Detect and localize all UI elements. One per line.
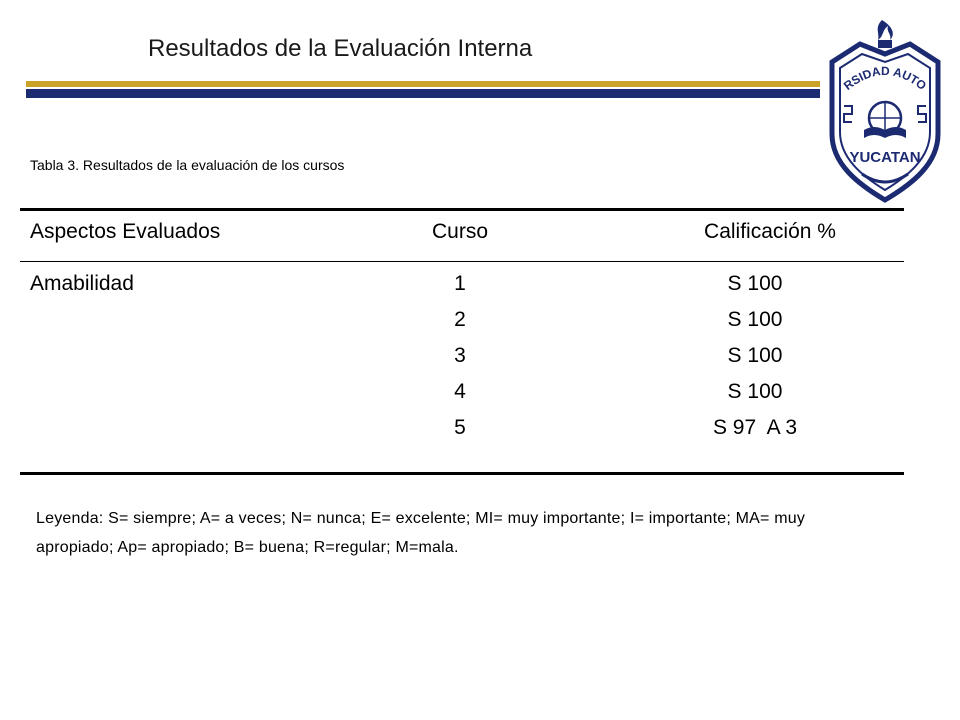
seal-graphic [822,14,948,210]
page-title: Resultados de la Evaluación Interna [148,35,533,62]
course-cell: 3 [454,344,466,367]
header-gold-bar [26,81,820,87]
table-caption: Tabla 3. Resultados de la evaluación de los cursos [30,157,345,173]
course-cell: 2 [454,308,466,331]
table-header-rule [20,261,904,262]
score-cell: S 100 [727,272,783,295]
score-cell: S 97 A 3 [712,416,798,439]
course-cell: 1 [454,272,466,295]
course-cell: 4 [454,380,466,403]
header-score: Calificación % [704,220,836,243]
legend-text: Leyenda: S= siempre; A= a veces; N= nunca; E= excelente; MI= muy importante; I= importante; MA= muy apropiado; Ap= apropiado; B= buena; R=regular; M=mala. [36,510,806,556]
table-top-rule [20,208,904,211]
seal-text-bottom: YUCATAN [849,149,921,166]
header-course: Curso [431,220,489,243]
header-navy-bar [26,89,820,98]
svg-text:UNIVERSIDAD AUTONOMA [822,14,929,93]
course-column [400,270,520,450]
seal-text-top: RSIDAD AUTO [840,63,930,93]
score-cell: S 100 [727,308,783,331]
score-cell: S 100 [727,344,783,367]
table-bottom-rule [20,472,904,475]
university-seal-icon [822,14,948,210]
score-column [640,270,870,450]
aspect-cell: Amabilidad [30,272,134,295]
course-cell: 5 [454,416,466,439]
header-aspect: Aspectos Evaluados [30,220,221,243]
score-cell: S 100 [727,380,783,403]
